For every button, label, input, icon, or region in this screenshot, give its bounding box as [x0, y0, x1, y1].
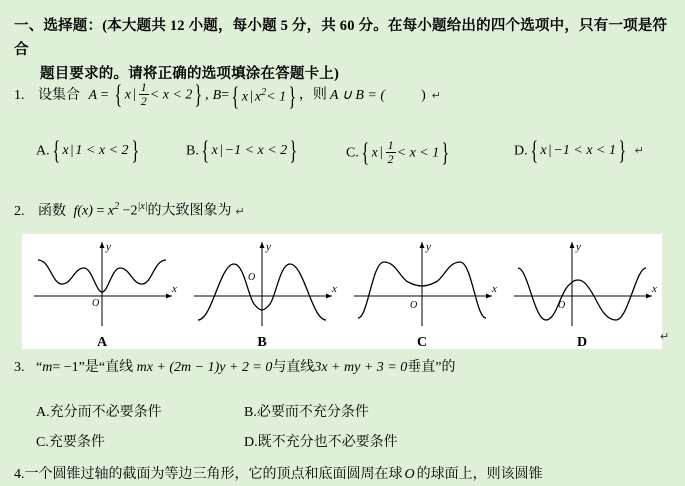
q1-suffix-1: ，则 [298, 87, 327, 103]
figure-C-graph [342, 234, 502, 334]
q2-fx: (x) [77, 203, 93, 219]
question-3-number: 3. [14, 360, 25, 375]
q3-option-B[interactable] [244, 402, 369, 424]
svg-text:y: y [106, 241, 111, 253]
q1-option-D-label: D. [514, 143, 528, 159]
q1-aub: A ∪ B = ( [329, 87, 386, 103]
section-title-line2: 题目要求的。请将正确的选项填涂在答题卡上) [40, 66, 340, 82]
q2-prefix: 函数 [38, 203, 66, 219]
svg-text:y: y [576, 241, 581, 253]
q3-option-D-text: 既不充分也不必要条件 [257, 435, 398, 450]
q4-part1: 一个圆锥过轴的截面为等边三角形，它的顶点和底面圆周在球 [24, 467, 403, 482]
question-2-stem [14, 196, 675, 223]
q2-term2: 2 [130, 203, 138, 219]
q2-minus: − [122, 203, 131, 219]
svg-text:x: x [332, 283, 337, 295]
svg-text:y: y [426, 241, 431, 253]
figure-A-graph [22, 234, 182, 334]
figure-C [342, 234, 502, 349]
question-3-options-row1 [36, 402, 675, 424]
q1-suffix-2: ) [421, 87, 426, 103]
q1-option-B-label: B. [186, 143, 199, 159]
q2-eq: = [96, 203, 105, 219]
q3-quote-open: “ [36, 360, 43, 375]
q4-part2: 的球面上，则该圆锥 [416, 467, 543, 482]
figure-D-label: D [576, 335, 588, 350]
q3-line-mid: 与直线 [272, 360, 315, 375]
q2-term2-sup: |x| [137, 201, 148, 212]
q3-line-open: “直线 [98, 360, 134, 375]
q4-O: O [404, 467, 415, 482]
svg-text:x: x [652, 283, 657, 295]
q3-line-end: 垂直”的 [407, 360, 456, 375]
q3-option-D[interactable] [244, 432, 398, 454]
q1-prefix: 设集合 [38, 87, 80, 103]
q1-set2-var: x [241, 89, 249, 105]
question-3-options-row2 [36, 432, 675, 454]
q1-set1-var: x [124, 87, 131, 103]
q3-line1: mx + (2m − 1)y + 2 = 0 [136, 360, 273, 375]
figure-B-graph [182, 234, 342, 334]
svg-text:O: O [248, 272, 256, 283]
figure-D [502, 234, 662, 349]
q1-set1: { x | $\frac{1}{2}$ < x < 2} [114, 79, 203, 110]
q1-option-A-label: A. [36, 143, 50, 159]
q1-set2: { x | $x^2< 1$} [231, 81, 297, 112]
q1-option-D[interactable]: D.{ x | −1 < x < 1} [514, 135, 627, 165]
q2-suffix: 的大致图象为 [147, 203, 232, 219]
q1-eq1: = [100, 87, 109, 103]
q1-return-mark: ↵ [431, 89, 441, 102]
q3-eq: = −1 [52, 360, 79, 375]
section-title-line1: 一、选择题：(本大题共 12 小题，每小题 5 分，共 60 分。在每小题给出的四个选项中，只有一项是符合 [14, 18, 668, 58]
q3-option-A-text: 充分而不必要条件 [49, 405, 162, 420]
q3-option-A-label: A. [36, 405, 50, 420]
q3-line2: 3x + my + 3 = 0 [314, 360, 408, 375]
q1-option-B[interactable]: B.{ x | −1 < x < 2} [186, 135, 298, 165]
figure-B-label: B [257, 335, 267, 350]
figure-B [182, 234, 342, 349]
svg-text:O: O [410, 300, 418, 311]
q3-option-C[interactable] [36, 432, 244, 454]
q1-set2-sup: 2 [261, 87, 267, 98]
q2-f: f [73, 203, 78, 219]
q1-option-C-label: C. [346, 145, 359, 161]
question-1-options: A.{ x | 1 < x < 2} B.{ x | −1 < x < 2} C.{ x | $\frac{1}{2}$ < x < 1} D.{ x | −1 < x < 1} ↵ [36, 135, 644, 168]
figure-A [22, 234, 182, 349]
q1-option-A[interactable]: A.{ x | 1 < x < 2} [36, 135, 139, 165]
q1-comma: , [205, 87, 209, 103]
question-3-stem [14, 357, 675, 379]
question-4-number: 4. [14, 467, 25, 482]
q1-set2-cond: x [254, 89, 262, 105]
question-4-stem [14, 464, 675, 486]
question-2-figures [22, 234, 662, 349]
q3-quote-close: ”是 [78, 360, 99, 375]
svg-text:O: O [92, 298, 100, 309]
q3-option-B-text: 必要而不充分条件 [256, 405, 369, 420]
q3-m: m [42, 360, 53, 375]
question-1-stem [14, 79, 675, 112]
q2-term1: x [107, 203, 115, 219]
question-1-number: 1. [14, 87, 25, 103]
q2-return-mark: ↵ [235, 205, 245, 218]
q1-set-B: B [212, 87, 222, 103]
q3-option-A[interactable] [36, 402, 244, 424]
q2-figure-return-mark: ↵ [660, 331, 670, 343]
q1-option-C[interactable]: C.{ x | $\frac{1}{2}$ < x < 1} [346, 137, 450, 168]
svg-text:O: O [558, 300, 566, 311]
q1-set1-rest: < x < 2 [149, 87, 193, 103]
svg-text:x: x [492, 283, 497, 295]
q3-option-B-label: B. [244, 405, 257, 420]
q1-set1-frac: $\frac{1}{2}$ [140, 80, 147, 108]
svg-text:y: y [266, 241, 271, 253]
q3-option-D-label: D. [244, 435, 258, 450]
figure-D-graph [502, 234, 662, 334]
figure-C-label: C [416, 335, 428, 350]
q3-option-C-label: C. [36, 435, 49, 450]
q3-option-C-text: 充要条件 [48, 435, 105, 450]
q2-term1-sup: 2 [114, 201, 120, 212]
svg-text:x: x [172, 283, 177, 295]
figure-A-label: A [96, 335, 108, 350]
q1-eq2: = [221, 87, 230, 103]
q1-set-A: A [88, 87, 98, 103]
question-2-number: 2. [14, 203, 25, 219]
q1-set2-rest: < 1 [266, 89, 287, 105]
section-title [14, 14, 675, 86]
